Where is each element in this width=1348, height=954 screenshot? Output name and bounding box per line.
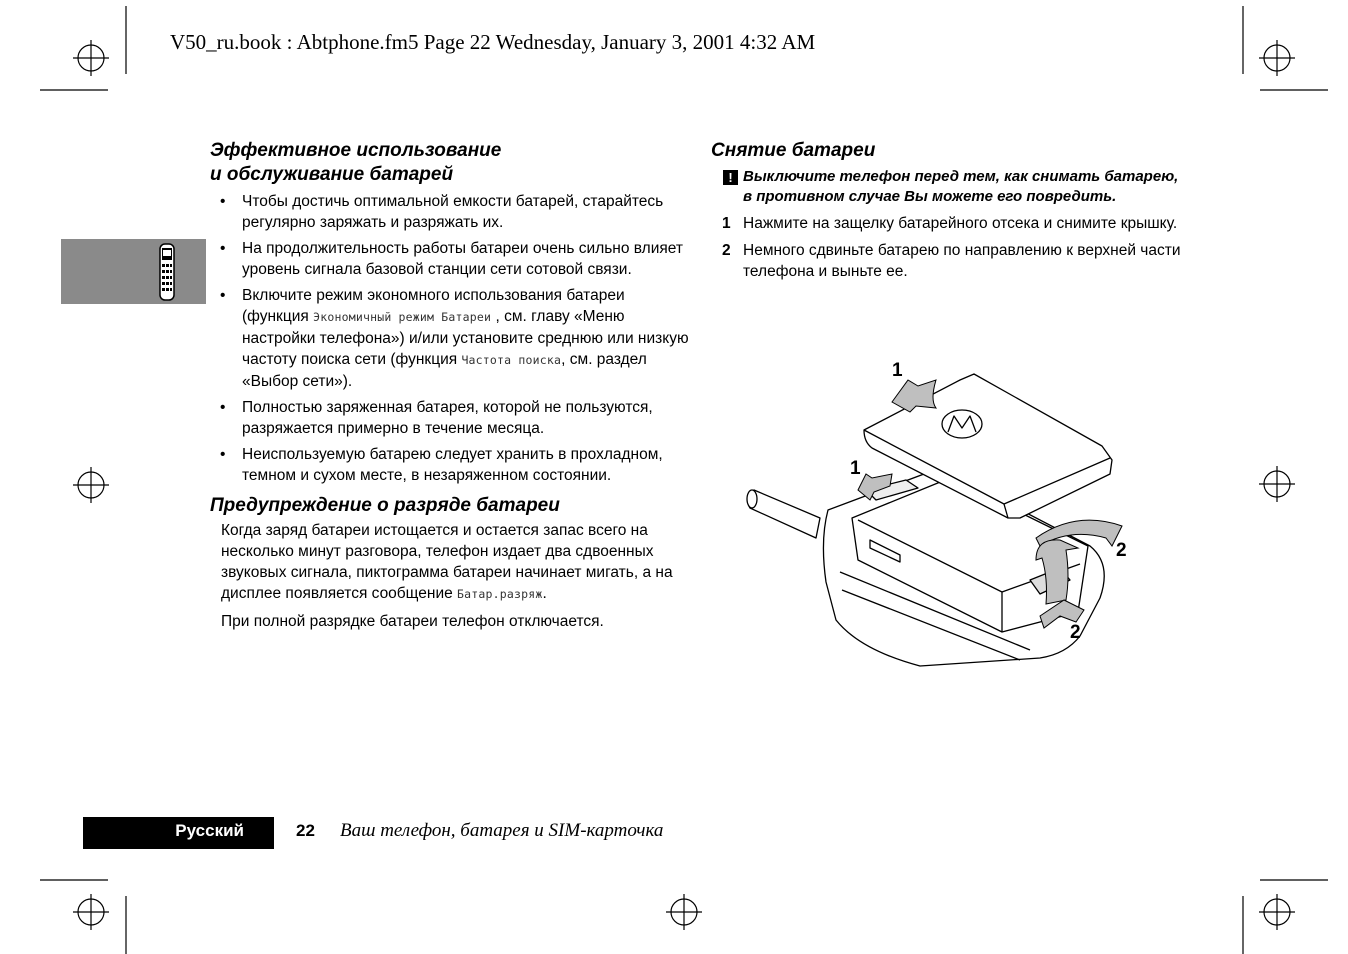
print-header: V50_ru.book : Abtphone.fm5 Page 22 Wednesday, January 3, 2001 4:32 AM (170, 30, 816, 54)
warning-icon: ! (723, 170, 738, 185)
figure-label: 2 (1116, 540, 1127, 561)
warning-note: ! Выключите телефон перед тем, как снимать батарею, в противном случае Вы можете его повредить. (711, 167, 1191, 207)
display-text: Частота поиска (461, 353, 562, 367)
low-battery-paragraph: Когда заряд батареи истощается и остается запас всего на несколько минут разговора, телефон издает два сдвоенных звуковых сигнала, пиктограмма батареи начинает мигать, а на дисплее появляется сообщение Батар.разряж. (221, 522, 673, 602)
removal-steps (711, 213, 1191, 282)
list-item: 2 Немного сдвиньте батарею по направлению к верхней части телефона и выньте ее. (722, 242, 1181, 280)
list-item: 1 Нажмите на защелку батарейного отсека и снимите крышку. (722, 215, 1178, 232)
list-item: • Чтобы достичь оптимальной емкости батарей, старайтесь регулярно заряжать и разряжать их. (220, 193, 664, 231)
battery-care-list (210, 191, 690, 486)
battery-off-paragraph: При полной разрядке батареи телефон отключается. (221, 613, 604, 630)
display-text: Батар.разряж (457, 587, 543, 601)
phone-icon (157, 243, 177, 301)
list-item: • Включите режим экономного использования батареи (функция Экономичный режим Батареи , см. главу «Меню настройки телефона») и/или установите среднюю или низкую частоту поиска сети (функция Частота поиска, см. раздел «Выбор сети»). (220, 287, 689, 390)
section-title-low-battery: Предупреждение о разряде батареи (210, 495, 560, 516)
chapter-title: Ваш телефон, батарея и SIM-карточка (340, 820, 664, 841)
section-title-remove-battery: Снятие батареи (711, 140, 876, 161)
section-title-battery-care: Эффективное использование и обслуживание батарей (210, 140, 502, 185)
battery-removal-illustration (740, 350, 1140, 670)
figure-label: 1 (892, 360, 903, 381)
arrow-1a (892, 380, 936, 412)
left-column (210, 139, 690, 632)
list-item: • Полностью заряженная батарея, которой не пользуются, разряжается примерно в течение месяца. (220, 399, 653, 437)
figure-label: 2 (1070, 622, 1081, 643)
list-item: • Неиспользуемую батарею следует хранить в прохладном, темном и сухом месте, в незаряженном состоянии. (220, 446, 663, 484)
list-item: • На продолжительность работы батареи очень сильно влияет уровень сигнала базовой станции сети сотовой связи. (220, 240, 683, 278)
display-text: Экономичный режим Батареи (313, 310, 492, 324)
language-tab: Русский (83, 817, 274, 849)
right-column (711, 139, 1191, 288)
figure-label: 1 (850, 458, 861, 479)
side-tab (61, 239, 206, 304)
page-number: 22 (296, 821, 315, 840)
